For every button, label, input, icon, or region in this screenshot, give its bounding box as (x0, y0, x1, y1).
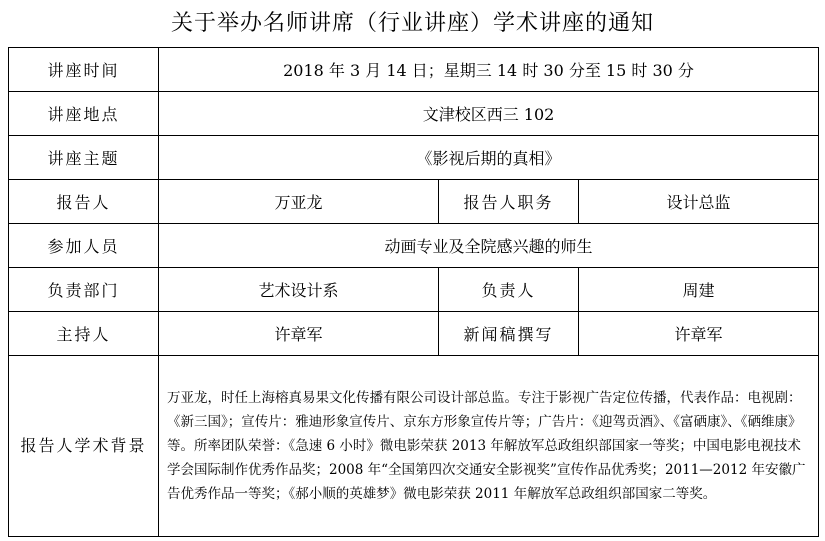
row-speaker (9, 180, 819, 224)
responsible-label: 负责人 (439, 268, 579, 312)
row-host (9, 312, 819, 356)
attendees-label: 参加人员 (9, 224, 159, 268)
row-department (9, 268, 819, 312)
background-value: 万亚龙，时任上海榕真易果文化传播有限公司设计部总监。专注于影视广告定位传播，代表作品：电视剧：《新三国》；宣传片：雅迪形象宣传片、京东方形象宣传片等；广告片：《迎驾贡酒》、《富硒康》、《硒维康》等。所率团队荣誉：《急速 6 小时》微电影荣获 2013 年解放军总政组织部国家一等奖；中国电影电视技术学会国际制作优秀作品奖；2008 年“全国第四次交通安全影视奖”宣传作品优秀奖；2011—2012 年安徽广告优秀作品一等奖；《郝小顺的英雄梦》微电影荣获 2011 年解放军总政组织部国家二等奖。 (159, 356, 819, 537)
speaker-label: 报告人 (9, 180, 159, 224)
notice-table (8, 47, 819, 537)
topic-label: 讲座主题 (9, 136, 159, 180)
place-value: 文津校区西三 102 (159, 92, 819, 136)
press-writer-label: 新闻稿撰写 (439, 312, 579, 356)
department-value: 艺术设计系 (159, 268, 439, 312)
background-label: 报告人学术背景 (9, 356, 159, 537)
row-topic (9, 136, 819, 180)
speaker-title-value: 设计总监 (579, 180, 819, 224)
attendees-value: 动画专业及全院感兴趣的师生 (159, 224, 819, 268)
row-time (9, 48, 819, 92)
speaker-value: 万亚龙 (159, 180, 439, 224)
department-label: 负责部门 (9, 268, 159, 312)
time-value: 2018 年 3 月 14 日；星期三 14 时 30 分至 15 时 30 分 (159, 48, 819, 92)
row-attendees (9, 224, 819, 268)
press-writer-value: 许章军 (579, 312, 819, 356)
host-value: 许章军 (159, 312, 439, 356)
place-label: 讲座地点 (9, 92, 159, 136)
speaker-title-label: 报告人职务 (439, 180, 579, 224)
responsible-value: 周建 (579, 268, 819, 312)
topic-value: 《影视后期的真相》 (159, 136, 819, 180)
row-place (9, 92, 819, 136)
row-background (9, 356, 819, 537)
host-label: 主持人 (9, 312, 159, 356)
time-label: 讲座时间 (9, 48, 159, 92)
page-title: 关于举办名师讲席（行业讲座）学术讲座的通知 (170, 11, 654, 36)
